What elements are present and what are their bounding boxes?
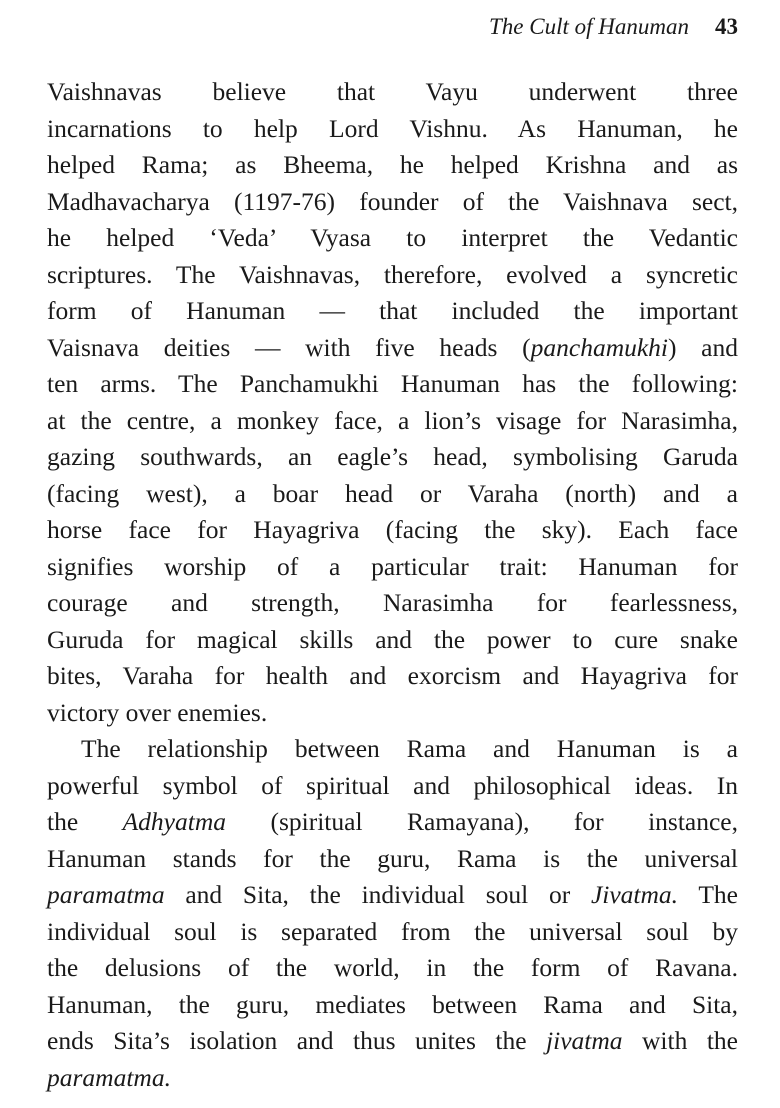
text-segment: form of Hanuman — that included the important [47,296,738,325]
text-line [47,403,738,440]
text-line [47,293,738,330]
text-segment: horse face for Hayagriva (facing the sky). Each face [47,515,738,544]
text-line [47,804,738,841]
text-line [47,111,738,148]
text-segment: (facing west), a boar head or Varaha (north) and a [47,478,738,508]
text-line [47,330,738,367]
text-segment: courage and strength, Narasimha for fearlessness, [47,588,738,617]
body-text [47,74,738,1096]
text-line [47,147,738,184]
text-segment: at the centre, a monkey face, a lion’s visage for Narasimha, [47,405,738,435]
italic-text: paramatma [47,880,165,909]
text-segment: helped Rama; as Bheema, he helped Krishna and as [47,150,738,179]
text-line [47,512,738,549]
text-segment: signifies worship of a particular trait: Hanuman for [47,551,738,581]
text-segment: Hanuman stands for the guru, Rama is the universal [47,843,738,873]
text-segment: ends Sita’s isolation and thus unites the [47,1026,547,1055]
text-segment: (spiritual Ramayana), for instance, [226,807,739,836]
text-segment: the delusions of the world, in the form of Ravana. [47,953,738,982]
text-segment: Guruda for magical skills and the power to cure snake [47,624,738,654]
text-segment: Vaishnavas believe that Vayu underwent three [47,77,738,106]
text-line [47,768,738,805]
text-segment: ) and [668,332,738,362]
text-line [47,220,738,257]
text-line [47,184,738,221]
text-line [47,439,738,476]
page-number: 43 [715,14,738,39]
text-line [47,585,738,622]
text-line [47,366,738,403]
italic-text: Adhyatma [122,807,227,836]
text-segment: Madhavacharya (1197-76) founder of the Vaishnava sect, [47,186,738,216]
text-segment: scriptures. The Vaishnavas, therefore, evolved a syncretic [47,259,738,289]
text-segment: he helped ‘Veda’ Vyasa to interpret the Vedantic [47,223,738,252]
italic-text: paramatma. [47,1062,171,1092]
text-segment: and Sita, the individual soul or [164,880,591,909]
text-segment: The [678,880,738,909]
text-line [47,914,738,951]
text-line [47,476,738,513]
text-segment: victory over enemies. [47,697,268,727]
text-segment: The relationship between Rama and Hanuman is a [81,734,738,763]
text-line [47,731,738,768]
text-line [47,841,738,878]
text-segment: Hanuman, the guru, mediates between Rama and Sita, [47,989,738,1019]
text-line [47,987,738,1024]
italic-text: jivatma [546,1026,623,1055]
text-segment: bites, Varaha for health and exorcism and Hayagriva for [47,661,738,690]
text-line [47,549,738,586]
text-segment: gazing southwards, an eagle’s head, symbolising Garuda [47,442,738,471]
italic-text: Jivatma. [590,880,679,909]
text-line [47,257,738,294]
text-line [47,658,738,695]
text-line [47,877,738,914]
text-segment: the [47,807,123,836]
text-line [47,622,738,659]
text-line [47,1023,738,1060]
text-segment: Vaisnava deities — with five heads ( [47,332,531,362]
text-line [47,1060,738,1097]
text-segment: individual soul is separated from the universal soul by [47,916,738,946]
text-segment: powerful symbol of spiritual and philosophical ideas. In [47,770,738,800]
text-line [47,695,738,732]
text-line [47,74,738,111]
running-header [489,14,738,40]
italic-text: panchamukhi [530,332,669,362]
text-segment: incarnations to help Lord Vishnu. As Hanuman, he [47,113,738,143]
running-title: The Cult of Hanuman [489,14,689,39]
text-segment: ten arms. The Panchamukhi Hanuman has the following: [47,369,738,398]
text-line [47,950,738,987]
text-segment: with the [622,1026,738,1055]
